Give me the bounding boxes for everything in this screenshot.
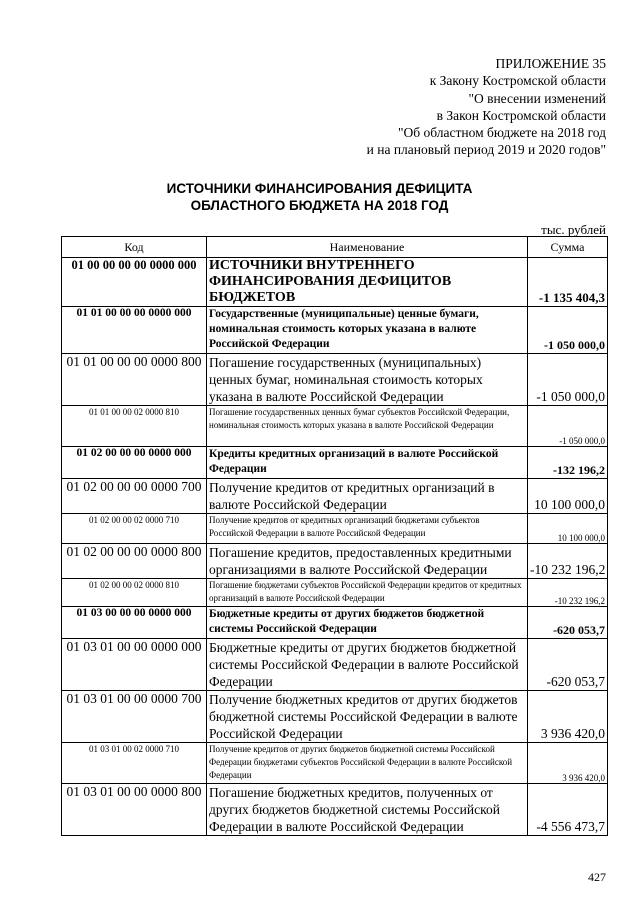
row-name: Государственные (муниципальные) ценные бумаги, номинальная стоимость которых указана в валюте Российской Федерации [207, 307, 528, 354]
row-code: 01 02 00 00 00 0000 800 [62, 544, 207, 579]
page-number: 427 [588, 870, 606, 884]
appendix-line: к Закону Костромской области [429, 73, 606, 89]
row-code: 01 03 01 00 00 0000 800 [62, 784, 207, 836]
row-sum: 10 100 000,0 [528, 479, 608, 514]
table-header-row [62, 237, 608, 258]
row-sum: -132 196,2 [528, 447, 608, 479]
row-name: Бюджетные кредиты от других бюджетов бюджетной системы Российской Федерации [207, 607, 528, 639]
row-name: Погашение государственных ценных бумаг субъектов Российской Федерации, номинальная стоимость которых указана в валюте Российской Федерации [207, 406, 528, 447]
appendix-header [246, 55, 606, 159]
row-name: Погашение бюджетных кредитов, полученных от других бюджетов бюджетной системы Российской Федерации в валюте Российской Федерации [207, 784, 528, 836]
table-row [62, 406, 608, 447]
row-code: 01 03 00 00 00 0000 000 [62, 607, 207, 639]
header-sum: Сумма [528, 237, 608, 258]
row-name: Получение кредитов от других бюджетов бюджетной системы Российской Федерации бюджетами субъектов Российской Федерации в валюте Российской Федерации [207, 743, 528, 784]
row-code: 01 03 01 00 02 0000 710 [62, 743, 207, 784]
row-name: Кредиты кредитных организаций в валюте Российской Федерации [207, 447, 528, 479]
row-sum: -1 135 404,3 [528, 258, 608, 307]
table-row [62, 691, 608, 743]
row-code: 01 02 00 00 02 0000 710 [62, 514, 207, 544]
row-code: 01 02 00 00 02 0000 810 [62, 579, 207, 607]
table-row [62, 258, 608, 307]
row-sum: -1 050 000,0 [528, 406, 608, 447]
row-code: 01 02 00 00 00 0000 000 [62, 447, 207, 479]
row-name: Бюджетные кредиты от других бюджетов бюджетной системы Российской Федерации в валюте Российской Федерации [207, 639, 528, 691]
row-name: Получение бюджетных кредитов от других бюджетов бюджетной системы Российской Федерации в валюте Российской Федерации [207, 691, 528, 743]
table-row [62, 579, 608, 607]
title-line: ОБЛАСТНОГО БЮДЖЕТА НА 2018 ГОД [190, 198, 449, 213]
row-name: Погашение кредитов, предоставленных кредитными организациями в валюте Российской Федерации [207, 544, 528, 579]
table-row [62, 544, 608, 579]
appendix-line: и на плановый период 2019 и 2020 годов" [366, 142, 606, 158]
row-code: 01 01 00 00 00 0000 800 [62, 354, 207, 406]
appendix-line: в Закон Костромской области [436, 107, 606, 123]
row-sum: 3 936 420,0 [528, 743, 608, 784]
table-row [62, 479, 608, 514]
row-code: 01 03 01 00 00 0000 000 [62, 639, 207, 691]
row-sum: 3 936 420,0 [528, 691, 608, 743]
row-name: ИСТОЧНИКИ ВНУТРЕННЕГО ФИНАНСИРОВАНИЯ ДЕФИЦИТОВ БЮДЖЕТОВ [207, 258, 528, 307]
row-sum: -620 053,7 [528, 607, 608, 639]
row-sum: -4 556 473,7 [528, 784, 608, 836]
row-code: 01 00 00 00 00 0000 000 [62, 258, 207, 307]
row-sum: -10 232 196,2 [528, 579, 608, 607]
row-sum: 10 100 000,0 [528, 514, 608, 544]
document-title [0, 180, 639, 214]
row-name: Получение кредитов от кредитных организаций в валюте Российской Федерации [207, 479, 528, 514]
appendix-line: "О внесении изменений [468, 90, 606, 106]
appendix-line: ПРИЛОЖЕНИЕ 35 [495, 56, 606, 71]
table-row [62, 743, 608, 784]
table-row [62, 354, 608, 406]
header-code: Код [62, 237, 207, 258]
table-row [62, 784, 608, 836]
row-sum: -1 050 000,0 [528, 354, 608, 406]
row-name: Получение кредитов от кредитных организаций бюджетами субъектов Российской Федерации в валюте Российской Федерации [207, 514, 528, 544]
table-row [62, 447, 608, 479]
table-row [62, 514, 608, 544]
row-name: Погашение государственных (муниципальных) ценных бумаг, номинальная стоимость которых указана в валюте Российской Федерации [207, 354, 528, 406]
table-row [62, 639, 608, 691]
row-code: 01 03 01 00 00 0000 700 [62, 691, 207, 743]
row-code: 01 02 00 00 00 0000 700 [62, 479, 207, 514]
units-label: тыс. рублей [541, 222, 606, 237]
title-line: ИСТОЧНИКИ ФИНАНСИРОВАНИЯ ДЕФИЦИТА [166, 181, 473, 196]
row-sum: -10 232 196,2 [528, 544, 608, 579]
row-code: 01 01 00 00 02 0000 810 [62, 406, 207, 447]
table-row [62, 307, 608, 354]
row-name: Погашение бюджетами субъектов Российской Федерации кредитов от кредитных организаций в валюте Российской Федерации [207, 579, 528, 607]
row-sum: -1 050 000,0 [528, 307, 608, 354]
header-name: Наименование [207, 237, 528, 258]
row-code: 01 01 00 00 00 0000 000 [62, 307, 207, 354]
row-sum: -620 053,7 [528, 639, 608, 691]
financing-sources-table [61, 236, 608, 836]
table-row [62, 607, 608, 639]
appendix-line: "Об областном бюджете на 2018 год [398, 125, 606, 141]
